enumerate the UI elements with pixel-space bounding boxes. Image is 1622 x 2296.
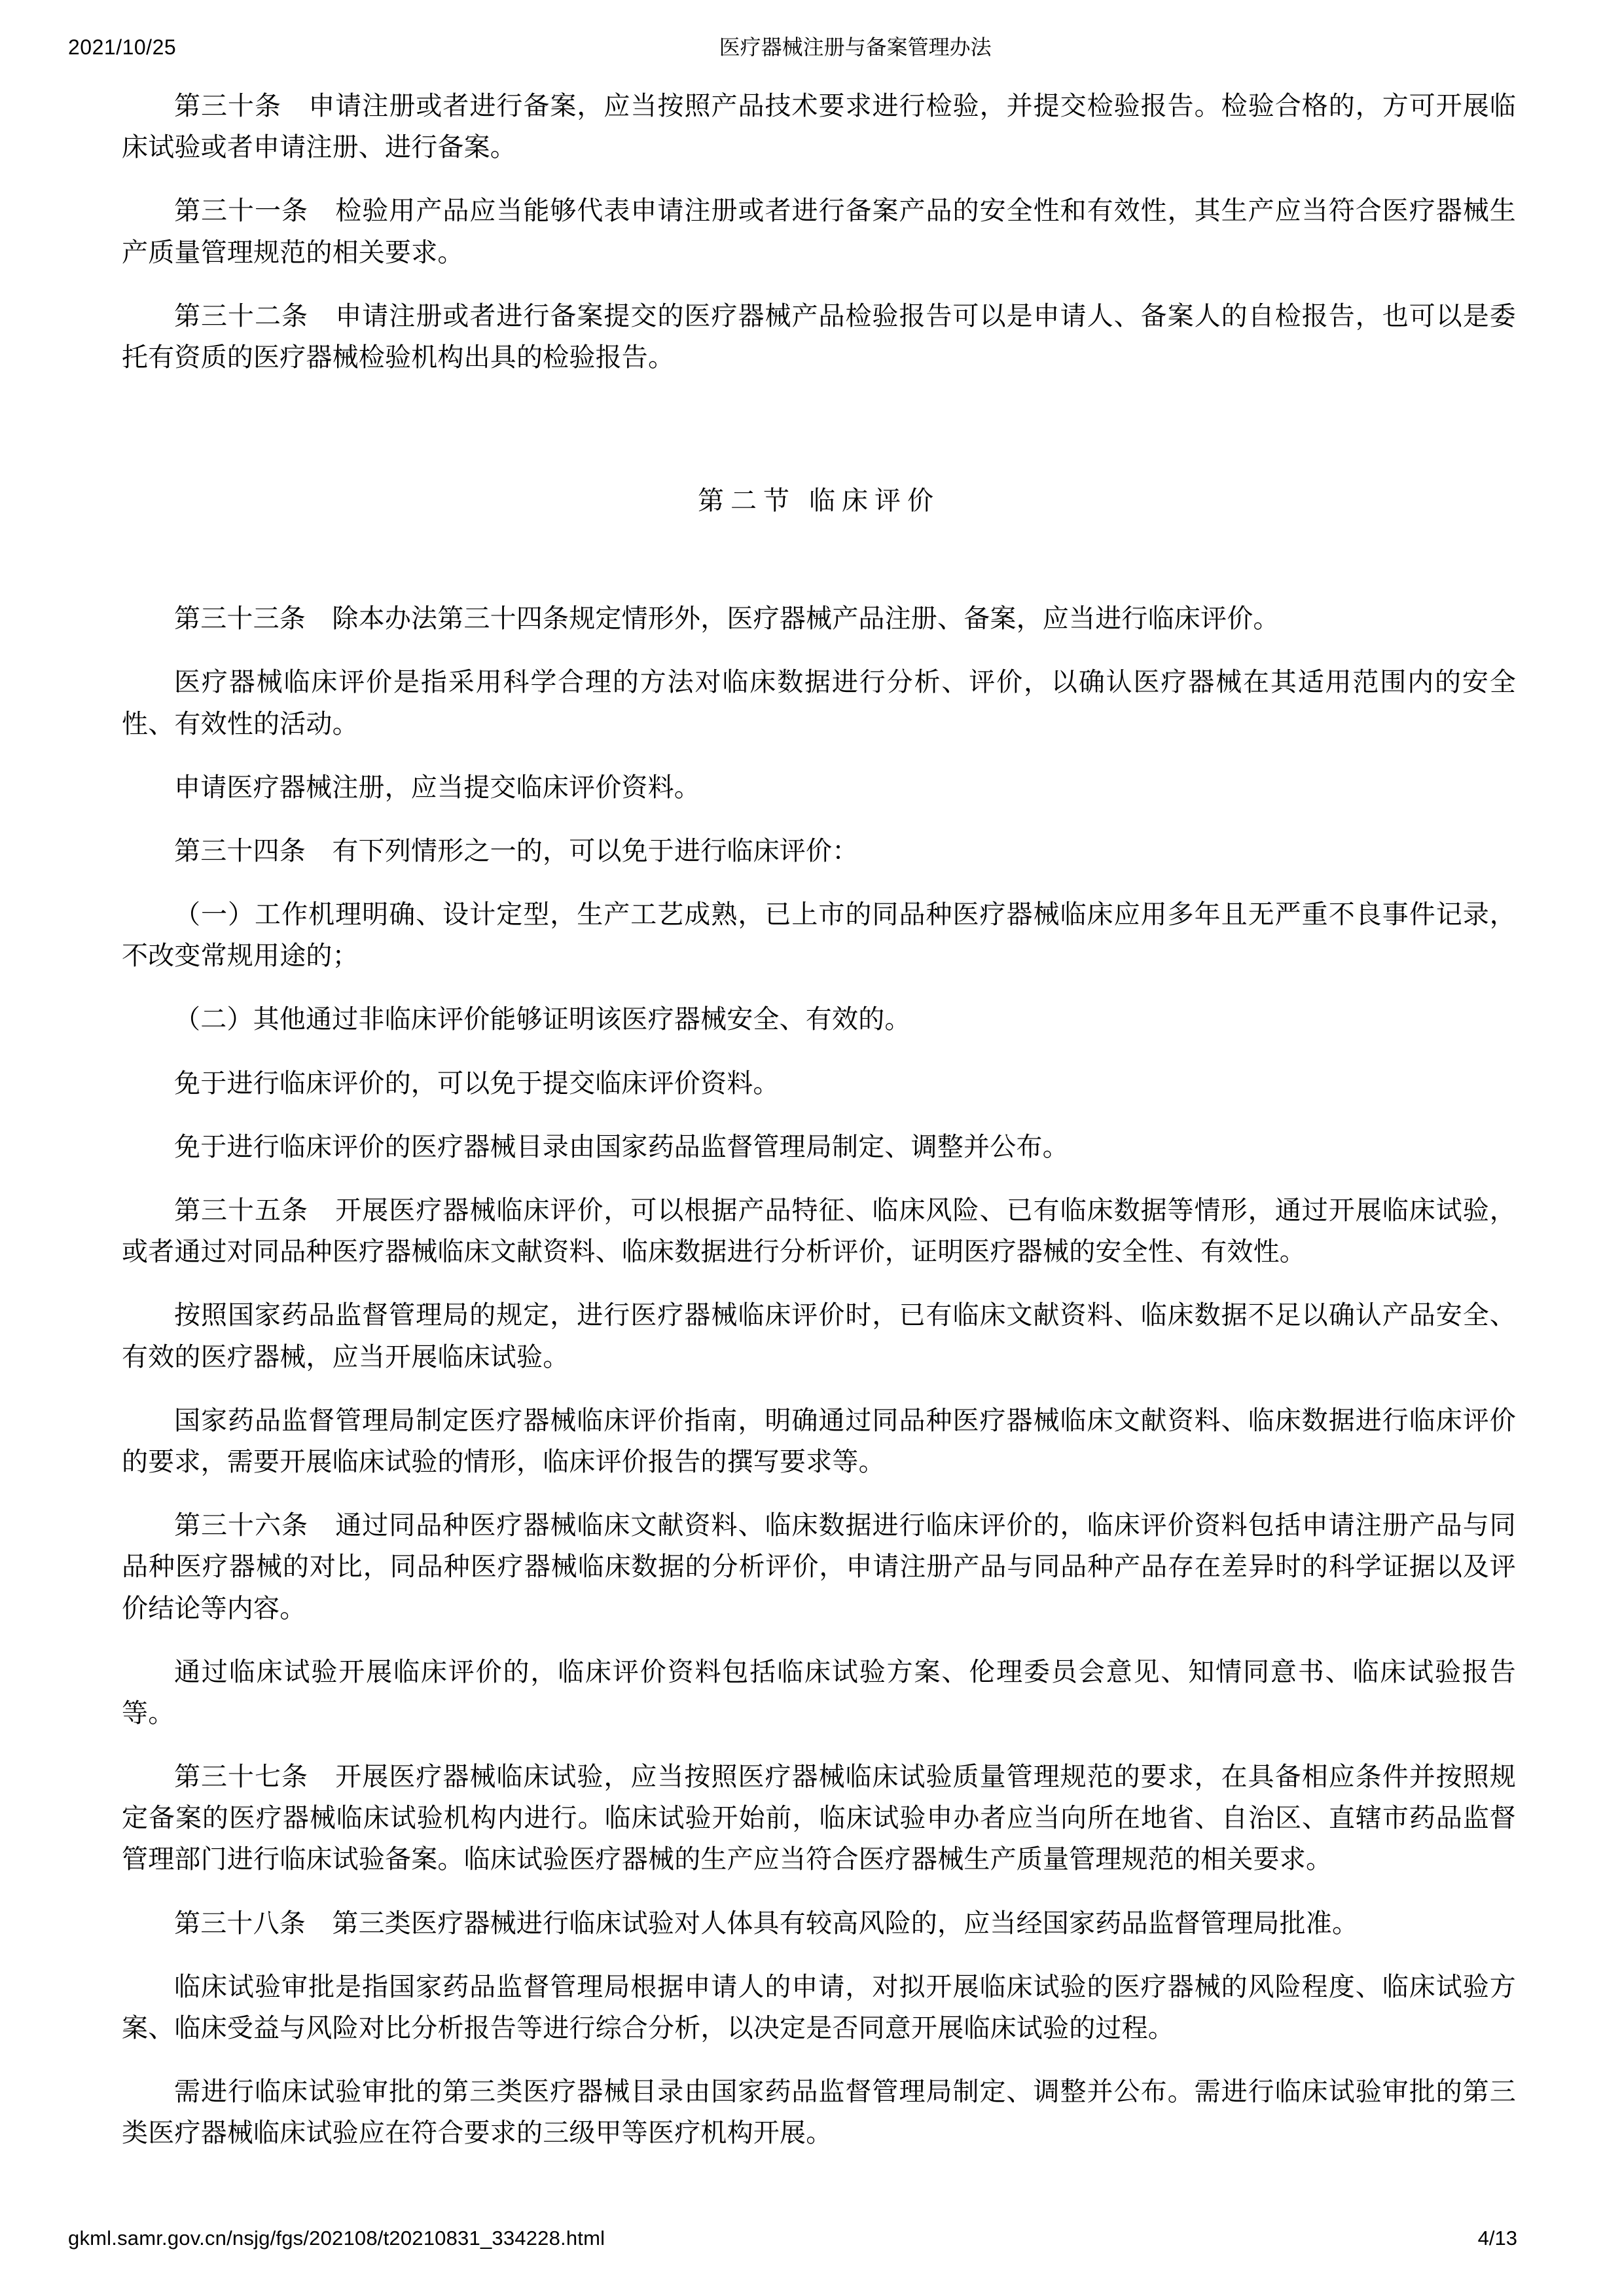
page-footer	[0, 2228, 1622, 2257]
document-body	[122, 85, 1516, 2176]
paragraph-article-32	[122, 295, 1516, 378]
paragraph-article-33	[122, 598, 1516, 639]
header-document-title: 医疗器械注册与备案管理办法	[719, 35, 992, 59]
paragraph-text: 通过临床试验开展临床评价的，临床评价资料包括临床试验方案、伦理委员会意见、知情同意书、临床试验报告等。	[122, 1656, 1516, 1728]
paragraph-text: 通过同品种医疗器械临床文献资料、临床数据进行临床评价的，临床评价资料包括申请注册产品与同品种医疗器械的对比，同品种医疗器械临床数据的分析评价，申请注册产品与同品种产品存在差异时的科学证据以及评价结论等内容。	[122, 1510, 1516, 1623]
article-number: 第三十二条	[174, 301, 309, 331]
paragraph-article-30	[122, 85, 1516, 168]
paragraph-article-36-p2	[122, 1651, 1516, 1734]
paragraph-text: 免于进行临床评价的，可以免于提交临床评价资料。	[174, 1068, 780, 1098]
paragraph-article-37	[122, 1756, 1516, 1880]
article-number: 第三十五条	[174, 1195, 309, 1225]
paragraph-article-34-p4	[122, 1063, 1516, 1104]
footer-page-number: 4/13	[1477, 2227, 1517, 2250]
article-number: 第三十六条	[174, 1510, 309, 1540]
paragraph-article-38-p3	[122, 2071, 1516, 2153]
paragraph-text: 有下列情形之一的，可以免于进行临床评价：	[332, 835, 859, 866]
paragraph-article-36	[122, 1504, 1516, 1629]
paragraph-article-34-item-2	[122, 998, 1516, 1040]
article-number: 第三十一条	[174, 196, 309, 226]
paragraph-article-35-p3	[122, 1400, 1516, 1482]
paragraph-article-35-p2	[122, 1294, 1516, 1377]
paragraph-text: 需进行临床试验审批的第三类医疗器械目录由国家药品监督管理局制定、调整并公布。需进行临床试验审批的第三类医疗器械临床试验应在符合要求的三级甲等医疗机构开展。	[122, 2077, 1516, 2148]
paragraph-article-35	[122, 1190, 1516, 1272]
paragraph-text: （一）工作机理明确、设计定型，生产工艺成熟，已上市的同品种医疗器械临床应用多年且无严重不良事件记录，不改变常规用途的；	[122, 900, 1516, 971]
paragraph-text: 开展医疗器械临床评价，可以根据产品特征、临床风险、已有临床数据等情形，通过开展临床试验，或者通过对同品种医疗器械临床文献资料、临床数据进行分析评价，证明医疗器械的安全性、有效性。	[122, 1195, 1516, 1267]
paragraph-article-38-p2	[122, 1966, 1516, 2049]
paragraph-article-31	[122, 190, 1516, 272]
paragraph-text: 第三类医疗器械进行临床试验对人体具有较高风险的，应当经国家药品监督管理局批准。	[332, 1908, 1359, 1938]
paragraph-text: 免于进行临床评价的医疗器械目录由国家药品监督管理局制定、调整并公布。	[174, 1131, 1069, 1161]
paragraph-text: 申请医疗器械注册，应当提交临床评价资料。	[174, 772, 700, 802]
paragraph-text: 申请注册或者进行备案，应当按照产品技术要求进行检验，并提交检验报告。检验合格的，方可开展临床试验或者申请注册、进行备案。	[122, 91, 1517, 162]
paragraph-text: 临床试验审批是指国家药品监督管理局根据申请人的申请，对拟开展临床试验的医疗器械的风险程度、临床试验方案、临床受益与风险对比分析报告等进行综合分析，以决定是否同意开展临床试验的过程。	[122, 1971, 1516, 2043]
article-number: 第三十三条	[174, 604, 306, 634]
paragraph-article-38	[122, 1903, 1516, 1944]
paragraph-article-33-p3	[122, 767, 1516, 808]
article-number: 第三十八条	[174, 1908, 306, 1938]
paragraph-text: 除本办法第三十四条规定情形外，医疗器械产品注册、备案，应当进行临床评价。	[332, 604, 1280, 634]
paragraph-article-33-p2	[122, 661, 1516, 744]
article-number: 第三十四条	[174, 835, 306, 866]
article-number: 第三十条	[174, 91, 282, 120]
header-date: 2021/10/25	[68, 35, 177, 59]
paragraph-text: 医疗器械临床评价是指采用科学合理的方法对临床数据进行分析、评价，以确认医疗器械在其适用范围内的安全性、有效性的活动。	[122, 667, 1516, 738]
paragraph-text: 国家药品监督管理局制定医疗器械临床评价指南，明确通过同品种医疗器械临床文献资料、临床数据进行临床评价的要求，需要开展临床试验的情形，临床评价报告的撰写要求等。	[122, 1405, 1516, 1476]
paragraph-article-34-item-1	[122, 894, 1516, 976]
paragraph-article-34	[122, 830, 1516, 871]
paragraph-text: 申请注册或者进行备案提交的医疗器械产品检验报告可以是申请人、备案人的自检报告，也可以是委托有资质的医疗器械检验机构出具的检验报告。	[122, 301, 1516, 372]
paragraph-text: 检验用产品应当能够代表申请注册或者进行备案产品的安全性和有效性，其生产应当符合医疗器械生产质量管理规范的相关要求。	[122, 196, 1516, 267]
paragraph-text: 开展医疗器械临床试验，应当按照医疗器械临床试验质量管理规范的要求，在具备相应条件并按照规定备案的医疗器械临床试验机构内进行。临床试验开始前，临床试验申办者应当向所在地省、自治区、直辖市药品监督管理部门进行临床试验备案。临床试验医疗器械的生产应当符合医疗器械生产质量管理规范的相关要求。	[122, 1762, 1516, 1874]
footer-source-url: gkml.samr.gov.cn/nsjg/fgs/202108/t20210831_334228.html	[68, 2227, 605, 2250]
spacer	[122, 400, 1516, 426]
section-heading: 第二节 临床评价	[698, 486, 940, 516]
article-number: 第三十七条	[174, 1762, 309, 1792]
paragraph-text: （二）其他通过非临床评价能够证明该医疗器械安全、有效的。	[174, 1004, 911, 1034]
paragraph-article-34-p5	[122, 1126, 1516, 1167]
paragraph-text: 按照国家药品监督管理局的规定，进行医疗器械临床评价时，已有临床文献资料、临床数据不足以确认产品安全、有效的医疗器械，应当开展临床试验。	[122, 1300, 1516, 1372]
page-header	[0, 37, 1622, 65]
